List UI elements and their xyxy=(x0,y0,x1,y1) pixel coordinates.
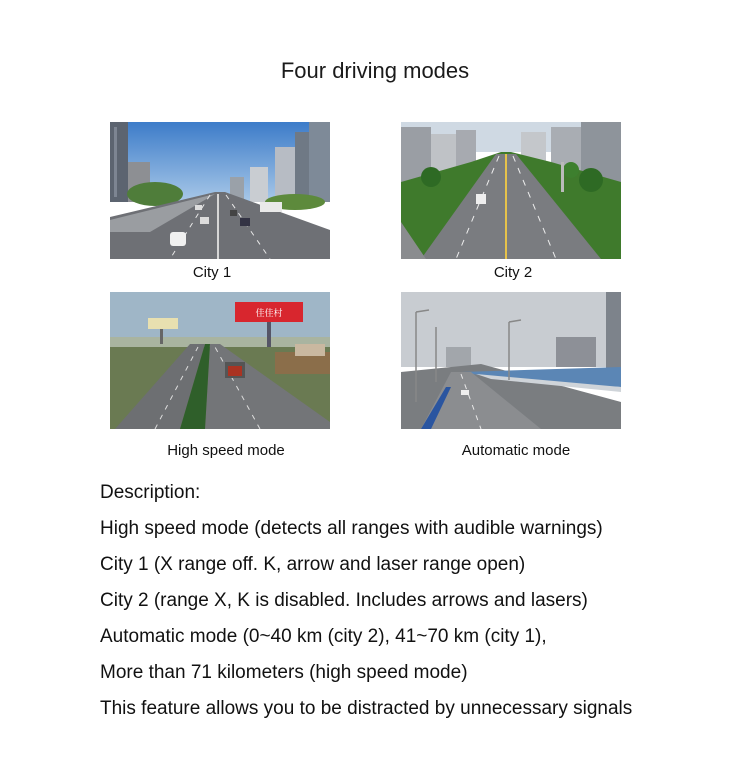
description-line: City 2 (range X, K is disabled. Includes arrows and lasers) xyxy=(100,590,588,611)
high-speed-photo xyxy=(110,292,330,429)
city-2-caption: City 2 xyxy=(493,264,533,281)
city-1-caption: City 1 xyxy=(192,264,232,281)
description-line: High speed mode (detects all ranges with audible warnings) xyxy=(100,518,603,539)
automatic-caption: Automatic mode xyxy=(461,442,571,459)
city-2-photo xyxy=(401,122,621,259)
description-line: Automatic mode (0~40 km (city 2), 41~70 km (city 1), xyxy=(100,626,547,647)
high-speed-caption: High speed mode xyxy=(167,442,285,459)
description-heading: Description: xyxy=(100,482,201,503)
description-line: More than 71 kilometers (high speed mode) xyxy=(100,662,468,683)
description-line: This feature allows you to be distracted by unnecessary signals xyxy=(100,698,633,719)
billboard-text: 佳佳村 xyxy=(255,309,283,319)
city-1-photo xyxy=(110,122,330,259)
page-title: Four driving modes xyxy=(280,58,470,83)
description-line: City 1 (X range off. K, arrow and laser range open) xyxy=(100,554,526,575)
automatic-photo xyxy=(401,292,621,429)
